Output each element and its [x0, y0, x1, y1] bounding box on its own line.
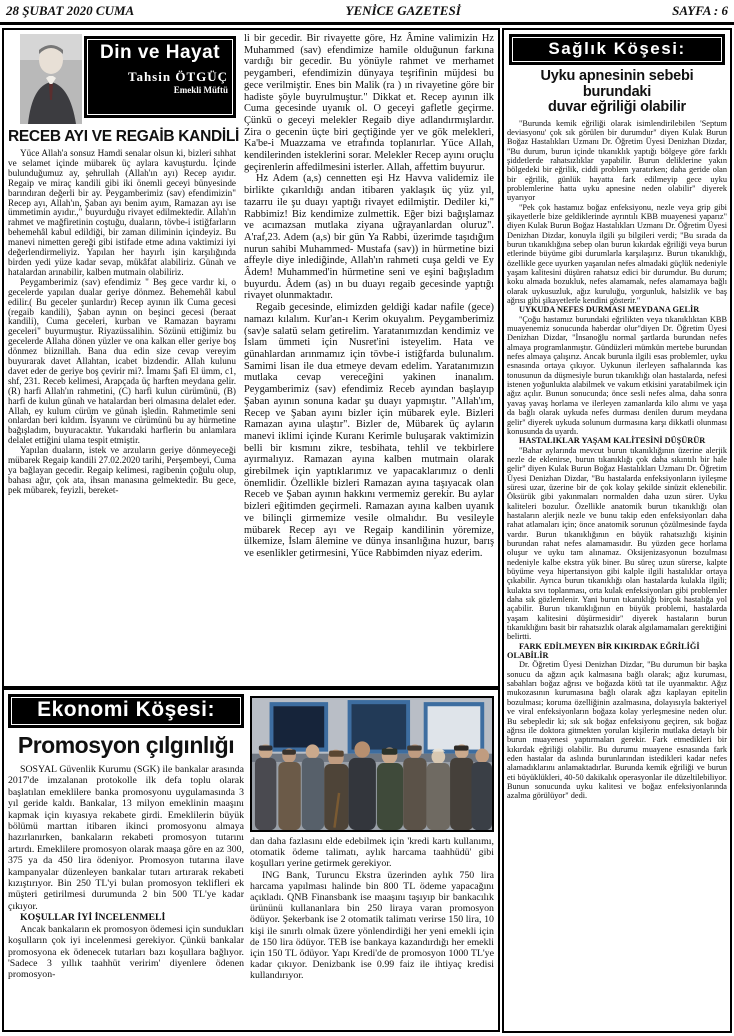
header-date: 28 ŞUBAT 2020 CUMA [6, 3, 135, 18]
saglik-subhead-1: UYKUDA NEFES DURMASI MEYDANA GELİR [519, 305, 700, 315]
ekonomi-kosesi-titlebox: Ekonomi Köşesi: [8, 694, 244, 728]
paragraph: dan daha fazlasını elde edebilmek için 'kredi kartı kullanımı, otomatik ödeme talimatı, aylık harcama taahhüdü' gibi koşulları yerine getirmek gerekiyor. [250, 836, 494, 870]
paragraph: Regaib gecesinde, elimizden geldiği kadar nafile (gece) namazı kılalım. Kur'an-ı Kerim okuyalım. Peygamberimiz (sav)e salatü selam getirelim. Yaratanımızdan kendimiz ve İslam ümmeti için Nusret'ini isteyelim. Hata ve günahlardan arınmamız için tövbe-i istiğfarda bulunalım. Samimi lisan ile dua etmeye devam edelim. Yaratanımızın mutlaka cevap vereceğini yakinen inanalım. Peygamberimiz (sav) efendimiz Receb ayından başlayıp Şaban ayının sonuna kadar şu duayı yapmıştır. "Allah'ım, Recep ve Şaban ayını bizler için mübarek eyle. Bizleri Ramazan ayına ulaştır". Bizler de, Mübarek üç ayların manevi iklimi içinde Kuranı Kerimle buluşarak vaktimizin belli bir kısmını zikre, tesbihata, tehlil ve tekbirlere ayırmalıyız. Ramazan ayına kalben mutmain olarak girebilmek için yaptıklarımız ve yapacaklarımız o denli önemlidir. Özellikle bizleri Ramazan ayına taşıyacak olan Receb ve Şaban ayının hakkını vermemiz gerekir. Bu aylar bizleri eğitimden geçirmeli. Ramazan ayına kalben uyanık ve bilinçli girmemize vesile olmalıdır. Bu vesileyle mübarek Recep ayı ve Regaip kandilinin yöremize, ülkemize, İslam âlemine ve dünya insanlığına huzur, barış ve esenlikler getirmesini, Yüce Rabbimden niyaz ederim. [244, 302, 494, 559]
saglik-subhead-2: HASTALIKLAR YAŞAM KALİTESİNİ DÜŞÜRÜR [519, 436, 706, 446]
header-page-number: SAYFA : 6 [672, 3, 728, 18]
author-name: Tahsin ÖTGÜÇ [127, 69, 228, 84]
paragraph: Yapılan duaların, istek ve arzuların geriye dönmeyeceği mübarek Regaip kandili 27.02.2020 tarihi, Perşembeyi, Cuma ya bağlayan gecedir. Regaip kelimesi, ragibenin çoğulu olup, bahası ağır, çok ata, ihsan manasına gelmektedir. Bu gece, pek mübarek, feyizli, bereket- [8, 445, 236, 495]
author-strip [20, 34, 236, 124]
paragraph: Yüce Allah'a sonsuz Hamdi senalar olsun ki, bizleri sıhhat ve selamet içinde mübarek üç aylara kavuşturdu. İçinde bulunduğumuz ay, şehrullah (Allah'ın ayı) Recep ayıdır. Regaip ve miraç kandili gibi iki önemli geceyi bünyesinde barındıran değerli bir ay. Peygamberimiz (sav) efendimizin" Recep ayı, Allah'ın, Şaban ayı benim ayım, Ramazan ayı ise ümmetimin ayıdır.," buyurduğu rivayet edilmektedir. Allah'ın rahmet ve mağfiretinin coştuğu, duaların, tövbe-i istiğfarların behemehâl kabul edildiği, bir zaman diliminin içindeyiz. Bu manevi nimetten gereği gibi istifade etme adına vaktimizi iyi değerlendirmeliyiz. Yapılan her hayırlı işin karşılığında birden yedi yüze kadar sevap, mükâfat alabiliriz. Günah ve hatalardan arınabilir, kalben mutmain olabiliriz. [8, 149, 236, 277]
paragraph: ING Bank, Turuncu Ekstra üzerinden aylık 750 lira harcama yapılması halinde bin 800 TL ödeme yapacağını açıkladı. QNB Finansbank ise maaşını taşıyıp bir bankacılık ürününü kullananlara bin 250 liraya varan promosyon ödüyor. Şekerbank ise 2 otomatik talimatı verirse 150 lira, 10 kişi ile sınırlı olmak üzere yönlendirdiği her yeni emekli için de 150 lira ödüyor. TEB ise bankaya kazandırdığı her emekli için 150 TL ödüyor. Yapı Kredi'de de promosyon 1000 TL'ye kadar çıkıyor. Denizbank ise 0.99 faiz ile ihtiyaç kredisi kullandırıyor. [250, 869, 494, 982]
ekonomi-column-1 [8, 692, 244, 1028]
page-header [0, 0, 734, 22]
paragraph: Hz Adem (a,s) cennetten eşi Hz Havva validemiz ile birlikte çıkarıldığı andan itibaren yaklaşık üç yüz yıl, tazarru ile şu duayı yaptığı rivayet edilmiştir. Dediler ki," Rabbimiz! Biz kendimize zulmettik. Eğer bizi bağışlamaz ve acımazsan mutlaka ziyana uğrayanlardan oluruz". A'raf,23. Adem (a,s) bir gün Ya Rabbi, üzerimde taşıdığım nurun sahibi Muhammed- Mustafa (sav)) in hürmetine bizi affeyle diye inlediğinde, Allah'ın rahmeti cuşa geldi ve Ey Âdem! Muhammed'in hürmetine seni ve eşini bağışladım buyurdu. Âdem (as) ın bu duayı regaib gecesinde yaptığı rivayet olunmaktadır. [244, 173, 494, 302]
saglik-subhead-3: FARK EDİLMEYEN BİR KIKIRDAK EĞRİLİĞİ OLABİLİR [507, 641, 700, 661]
saglik-kosesi-article [502, 28, 732, 1033]
paragraph: "Pek çok hastamız boğaz enfeksiyonu, nezle veya grip gibi şikayetlerle bize geldiklerinde ayrıntılı KBB muayenesi yaparız" diyen Kulak Burun Boğaz Hastalıkları Uzmanı Dr. Öğretim Üyesi Denizhan Dizdar, konuyla ilgili şu bilgileri verdi; "Bu sırada da burun tıkanıklığına sebep olan burun kıkırdak eğriliği veya burun etlerinde büyüme gibi durumlarla karşılaşırız. Burun tıkanıklığı, özellikle gece uyurken yaşanılan nefes almadaki güçlük nedeniyle yaşam kalitesini düşüren rahatsız edici bir durumdur. Bu durum; koku almada bozukluk, nefes alamamak, nefes alamamaya bağlı olarak uykusuzluk, ağız kuruluğu, yorgunluk, halsizlik ve baş ağrısı gibi şikayetlerle kendini gösterir." [507, 202, 727, 306]
paragraph: li bir gecedir. Bir rivayette göre, Hz Âmine valimizin Hz Muhammed (sav) efendimize hamile olduğunun farkına vardığı bir gecedir. Bu yönüyle rahmet ve merhamet peygamberi, efendimizin dünyaya teşrifinin müjdesi bu gece verilmiştir. Enes bin Malik (ra ) ın rivayetine göre bir hadiste şöyle buyrulmuştur." Dikkat et. Recep ayının ilk Cuma gecesinde uyanık ol. O geceyi gafletle geçirme. Çünkü o geceyi melekler Regaib diye adlandırmışlardır. Zira o gecenin üçte biri geçtiğinde yer ve gök melekleri, Ka'be-i Muazzama ve etrafında toplanırlar. Yüce Allah, kendilerinden isteklerini sorar. Melekler Recep ayını oruçlu geçirenlerin affedilmesini isterler. Allah, affettim buyurur. [244, 33, 494, 173]
paragraph: Peygamberimiz (sav) efendimiz " Beş gece vardır ki, o gecelerde yapılan dualar geriye dönmez. Behemehâl kabul edilir.( Bu geceler şunlardır) Recep ayının ilk Cuma gecesi (regaib kandili), Şaban aynın on beşinci gecesi (beraat kandili), Cuma geceleri, kurban ve Ramazan bayramı geceleri" buyurmuştur. Riyazüssalihin. Sözünü ettiğimiz bu gecelerde Allaha dönen yüzler ve ona kalkan eller geriye boş dönmez biiznillah. Bana dua edin size cevap vereyim buyurarak davet Allahtan, icabet bizdendir. Allah kulunu davet eder de geriye boş çevirir mi?. İmamı Şafi El ümm, c1, shf, 231. Receb kelimesi, Arapçada üç harften meydana gelir. (R) harfi Allah'ın rahmetini, (C) harfi kulun cürümünü, (B) harfi de kulun günah ve hatalardan beri olmasına delalet eder. Allah, ey kulum cürüm ve günah işledin. Rahmetimle seni onlardan beri kıldım. İsyanını ve cürümünü bu ay hürmetine bağışladım, buyuracaktır. Yukarıdaki harflerin bu anlamlara delalet ettiğini ulama tespit etmiştir. [8, 276, 236, 446]
headline-line-1: Uyku apnesinin sebebi burundaki [540, 68, 694, 100]
din-ve-hayat-article [2, 28, 500, 688]
author-photo [20, 34, 82, 124]
paragraph: Ancak bankaların ek promosyon ödemesi için sundukları koşulların çok iyi incelenmesi gerekiyor. Çünkü bankalar promosyona ek ödenecek tutarları bazı koşullara bağlıyor. 'Sadece 3 yıllık taahhüt veririm' diyenlere ödenen promosyon- [8, 923, 244, 981]
paragraph: "Çoğu hastamız burundaki eğrilikten veya tıkanıklıktan KBB muayenemiz sonucunda haberdar olur"diyen Dr. Öğretim Üyesi Denizhan Dizdar, "İnsanoğlu normal şartlarda burundan nefes almaya programlanmıştır. Gündüzleri mümkün mertebe burundan nefes almaya çalışırız. Ancak burunla ilgili esas problemler, uyku esnasında ortaya çıkıyor. Uykunun ilerleyen safhalarında kas tonusunun da düşmesiyle burun tıkanıklığı olan hastalarda, nefesi istenen yoğunlukta alabilmek ve vakum etkisini yaratabilmek için ağız açılır. Bunun sonucunda; önce sesli nefes alma, daha sonra yavaş yavaş horlama ve ilerleyen zamanlarda kilo alımı ve yaşa da bağlı olarak uykuda nefes durması denilen durum meydana gelir" diyerek uykuda solunum durmasına karşı dikkatli olunması konusunda da uyardı. [507, 314, 727, 436]
column-title: Din ve Hayat [99, 42, 221, 63]
ekonomi-kosesi-article [2, 688, 500, 1032]
saglik-article-headline [507, 69, 727, 116]
author-portrait-image [20, 34, 82, 124]
headline-line-2: duvar eğriliği olabilir [547, 99, 686, 115]
saglik-article-text [507, 119, 727, 1034]
paragraph: Dr. Öğretim Üyesi Denizhan Dizdar, "Bu durumun bir başka sonucu da ağzın açık kalmasına bağlı olarak; ağız kuruması, sabahları boğaz ağrısı ve boğazda kötü tat ile uyanmaktır. Ağız mukozasının kurumasına bağlı olarak ağzı kaplayan epitelin bozulması; koruma özelliğinin azalmasına, dolayısıyla bakteriyel ve viral enfeksiyonların boğaza kolay yerleşmesine neden olur. Bu sebepledir ki; sık sık boğaz enfeksiyonu geçiren, sık boğaz ağrısı ile doktora gitmekten yorulan kişilerin mutlaka detaylı bir burun muayenesi yaptırmaları gerekir. Fark etmedikleri bir kıkırdak eğriliği olabilir. Bu durumu muayene esnasında fark eden hastalar da aslında burunlarından istedikleri kadar nefes alamadıklarını anlamaktadırlar. Burunda kemik eğriliği ve burun eti büyüklükleri, 40-50 dakikalık operasyonlar ile düzeltilebiliyor. Bunun sonucunda uyku kalitesi ve boğaz enfeksiyonlarında azalma görülüyor" dedi. [507, 660, 727, 801]
paragraph: "Burunda kemik eğriliği olarak isimlendirilebilen 'Septum deviasyonu' çok sık görülen bir durumdur" diyen Kulak Burun Boğaz Hastalıkları Uzmanı Dr. Öğretim Üyesi Denizhan Dizdar, "Bu durum, burun içinde tıkanıklık yaptığı bölgeye göre farklı şiddetlerde rahatsızlıklar yapabilir. Burun deliklerine yakın bölgedeki bir eğrilik, ciddi problem yaratırken; daha geride olan bir eğrilik, günlük hayatta fark edilmeyip gece uyku problemlerine hatta uyku apnesine neden olabilir" diyerek uyarıyor [507, 118, 727, 203]
retirees-queue-photo [250, 696, 494, 832]
author-role: Emekli Müftü [173, 85, 228, 95]
din-article-headline: RECEB AYI VE REGAİB KANDİLİ [8, 128, 240, 145]
ekonomi-article-text-col2 [250, 836, 494, 1028]
ekonomi-subhead-1: KOŞULLAR İYİ İNCELENMELİ [20, 912, 166, 924]
din-article-text-col2 [244, 32, 494, 684]
paragraph: "Bahar aylarında mevcut burun tıkanıklığının üzerine alerjik nezle de eklenirse, burun tıkanıklığı çok daha sıkıntılı bir hale gelir" diyen Kulak Burun Boğaz Hastalıkları Uzmanı Dr. Öğretim Üyesi Denizhan Dizdar, "Bu hastalarda enfeksiyonların iyileşme süresi uzar, üzerine bir de çok kolay şekilde sinüzit eklenebilir. Öksürük gibi yakınmaları normalden daha uzun sürer. Uyku kaliteleri bozulur. Özellikle anatomik burun tıkanıklığı olan hastaların alerjik nezle ve bunu takip eden enfeksiyonları daha rahat atlamaları için; önce anatomik sorunun çözülmesinde fayda vardır. Burun tıkanıklığının en büyük rahatsızlığı kişinin burundan rahat nefes alamamasıdır. Bu yüzden gece horlama oluşur ve uyku tam alınamaz. Oksijenizasyonun bozulması nedeniyle kalbe ekstra yük biner. Bu süreç uzun sürerse, kalpte büyüme veya hipertansiyon gibi kalple ilgili hastalıklar ortaya çıkabilir. Ayrıca burun tıkanıklığı olan hastalarda kulakla ilgili; kulakta sıvı toplanması, orta kulak enfeksiyonları gibi problemler daha sık gözlemlenir. Yani burun tıkanıklığı birçok hastalığa yol açabilir. Burun tıkanıklığının en büyük problemi, hastalarda yaşam kalitesini düşürmesidir" diyerek hastaların burun tıkanıklığını basit bir rahatsızlık olarak algılamamaları gerektiğini belirtti. [507, 445, 727, 642]
din-article-text-col1 [8, 149, 236, 657]
din-ve-hayat-titlebox [84, 36, 236, 118]
header-newspaper-title: YENİCE GAZETESİ [345, 3, 461, 18]
saglik-kosesi-titlebox: Sağlık Köşesi: [509, 34, 725, 65]
ekonomi-column-2 [250, 692, 494, 1028]
header-rule [0, 22, 734, 25]
ekonomi-article-text-col1 [8, 764, 244, 1028]
paragraph: SOSYAL Güvenlik Kurumu (SGK) ile bankalar arasında 2017'de imzalanan protokolle ilk defa toplu olarak başlatılan emeklilere banka promosyonu uygulamasında 3 yıl geride kaldı. Bankalar, 13 milyon emeklinin maaşını kapmak için kıyasıya rekabete girdi. Emeklilerin büyük bölümü marttan itibaren ikinci promosyonu almaya hazırlanırken, bankaların rekabeti promosyon tutarını artırdı. Emeklilere promosyon olarak maaşa göre en az 300, 375 ya da 450 lira ödeniyor. Promosyon tutarına ilave kampanyalar düzenleyen bankalar tutarı artırarak rekabeti kızıştırıyor. Bin 250 TL'yi bulan promosyon teklifleri ek müşteri getirilmesi durumunda 2 bin 500 TL'ye kadar çıkıyor. [8, 764, 244, 912]
ekonomi-article-headline: Promosyon çılgınlığı [17, 732, 235, 758]
queue-photo-image [252, 698, 492, 830]
din-column-1 [8, 32, 240, 684]
